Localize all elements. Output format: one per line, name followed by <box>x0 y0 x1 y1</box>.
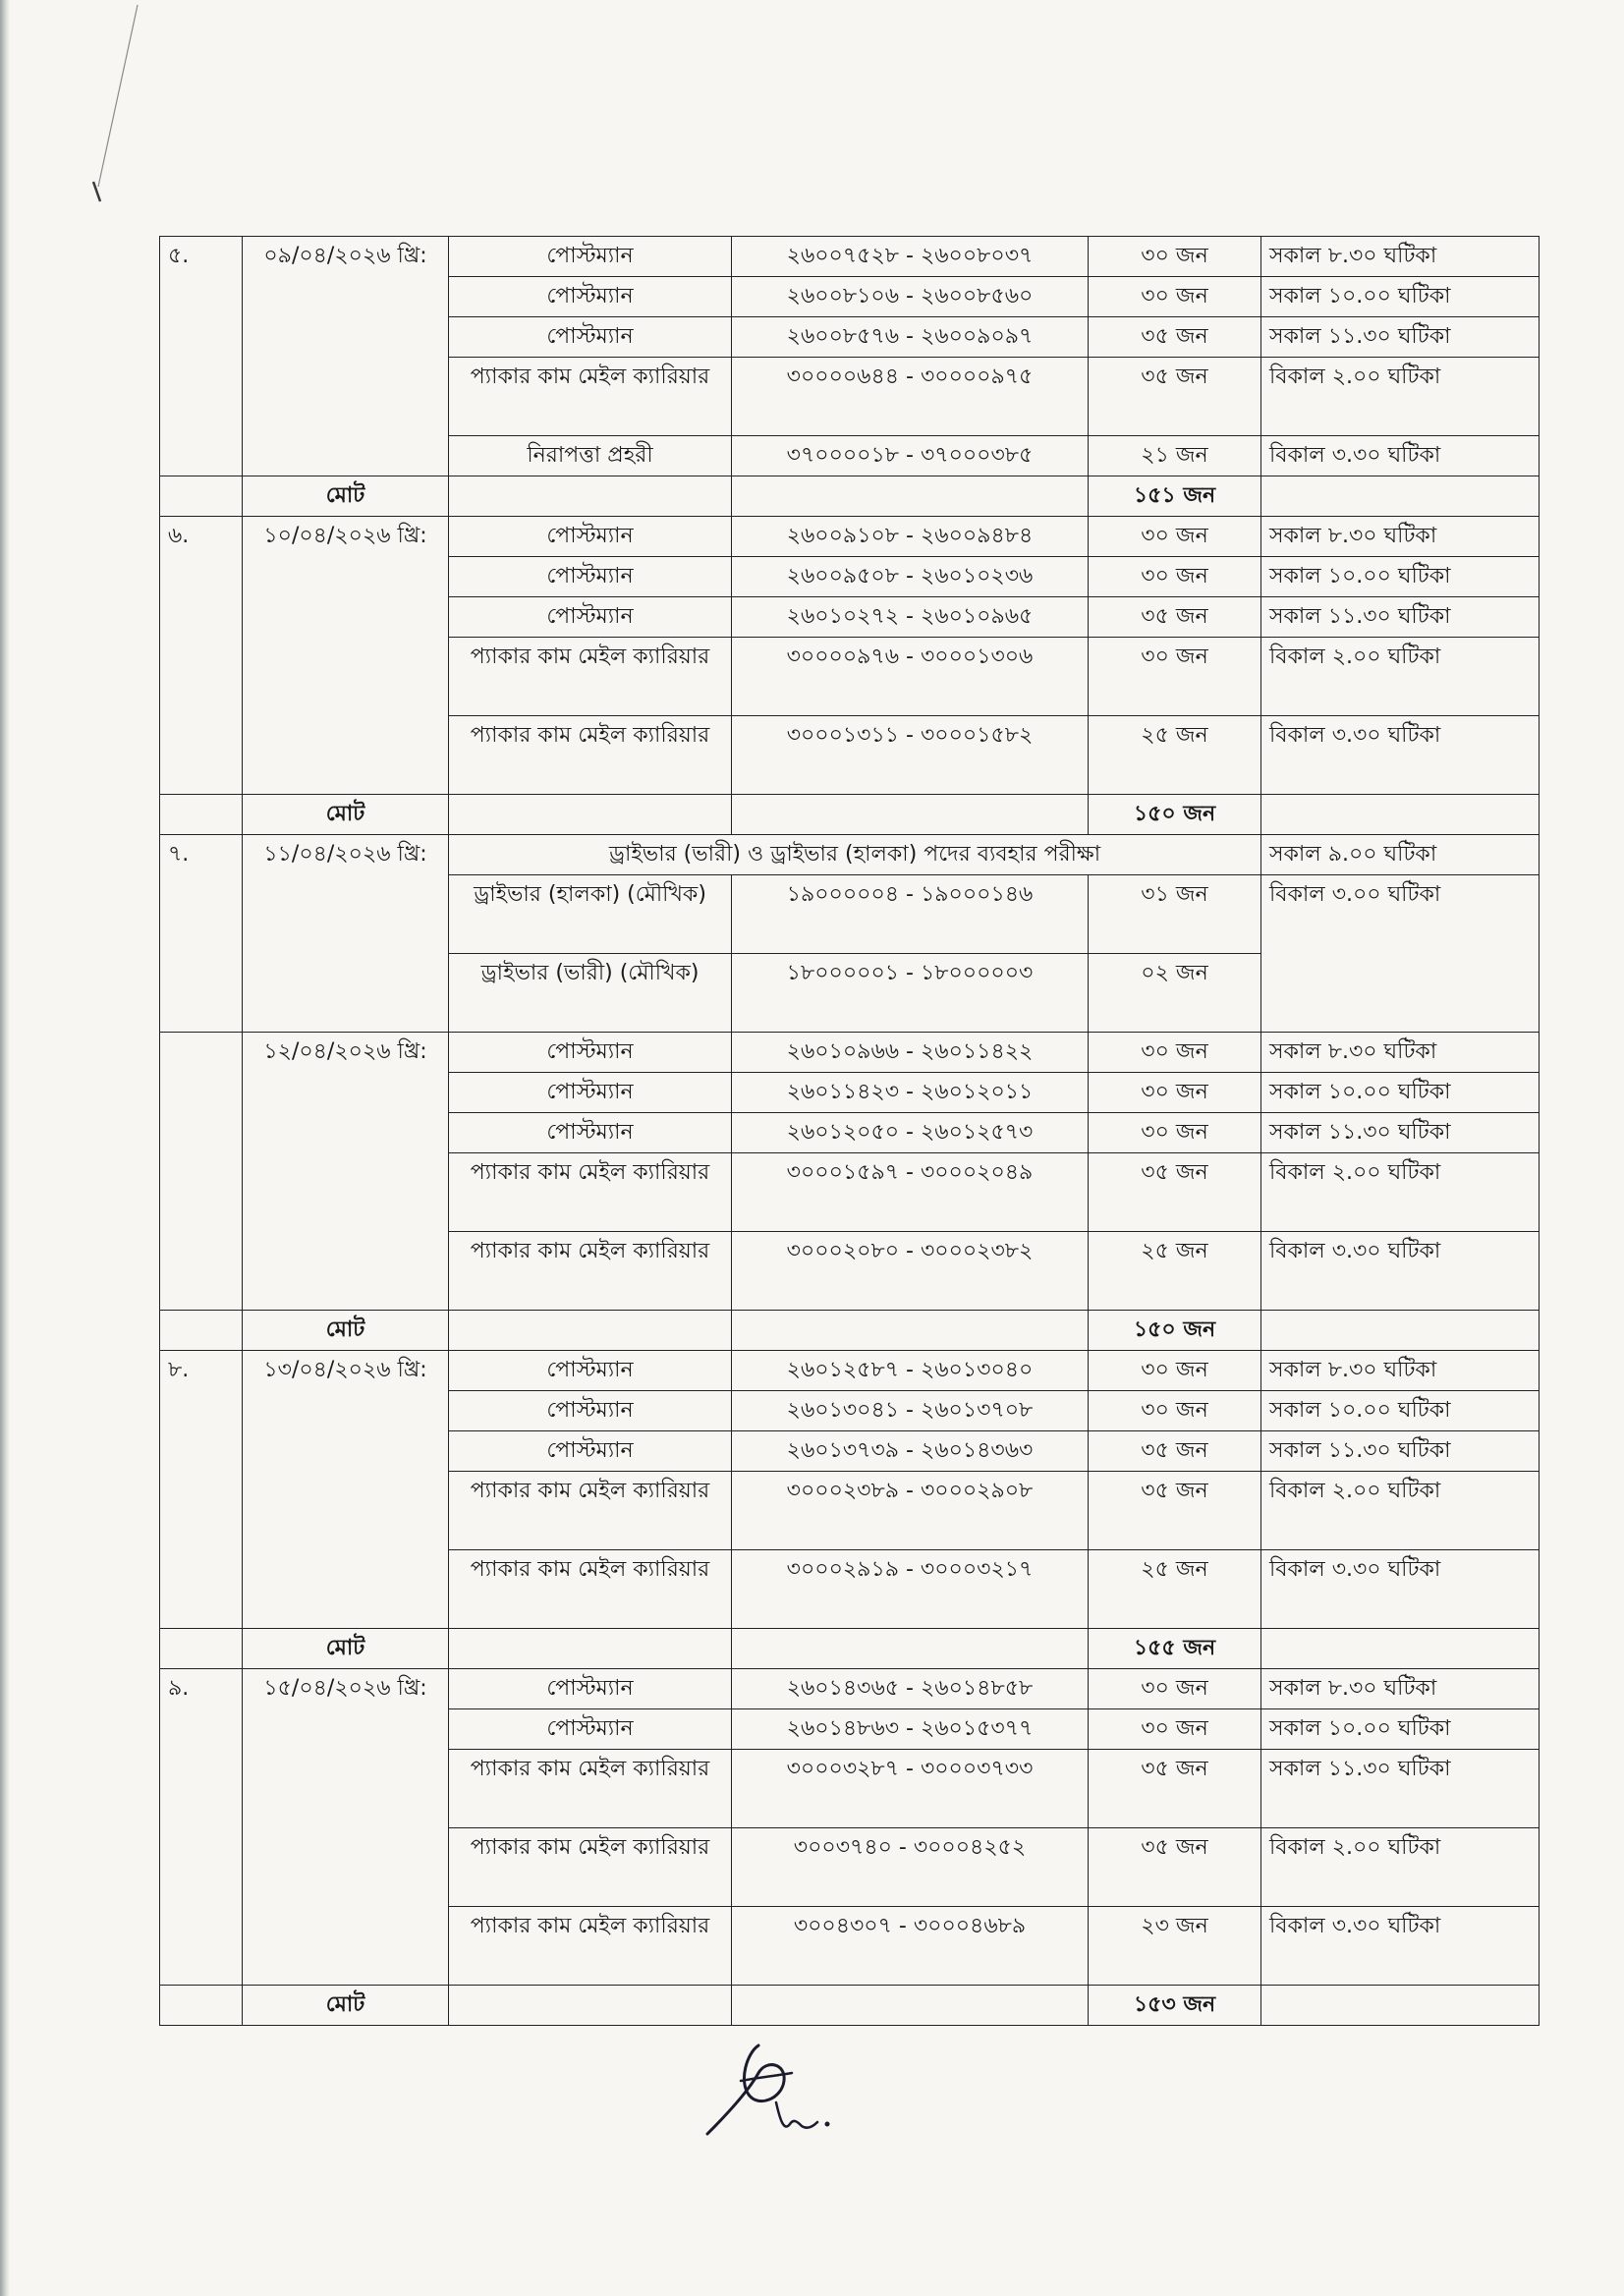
exam-time: বিকাল ২.০০ ঘটিকা <box>1261 358 1540 436</box>
post-name: পোস্টম্যান <box>449 557 732 597</box>
candidate-count: ২৫ জন <box>1089 1550 1261 1629</box>
exam-time: বিকাল ২.০০ ঘটিকা <box>1261 1153 1540 1232</box>
exam-time: সকাল ৮.৩০ ঘটিকা <box>1261 517 1540 557</box>
exam-time: বিকাল ৩.৩০ ঘটিকা <box>1261 716 1540 795</box>
total-empty <box>449 1311 732 1351</box>
post-name: পোস্টম্যান <box>449 597 732 638</box>
total-serial-empty <box>160 1311 243 1351</box>
total-count: ১৫১ জন <box>1089 476 1261 517</box>
roll-range: ২৬০১২০৫০ - ২৬০১২৫৭৩ <box>732 1113 1089 1153</box>
roll-range: ২৬০১২৫৮৭ - ২৬০১৩০৪০ <box>732 1351 1089 1391</box>
post-name: প্যাকার কাম মেইল ক্যারিয়ার <box>449 1232 732 1311</box>
total-row <box>160 1629 1540 1669</box>
exam-time: সকাল ১১.৩০ ঘটিকা <box>1261 597 1540 638</box>
roll-range: ৩০০৩৭৪০ - ৩০০০৪২৫২ <box>732 1828 1089 1907</box>
roll-range: ২৬০১৩৭৩৯ - ২৬০১৪৩৬৩ <box>732 1431 1089 1472</box>
candidate-count: ৩৫ জন <box>1089 317 1261 358</box>
roll-range: ৩০০০১৩১১ - ৩০০০১৫৮২ <box>732 716 1089 795</box>
total-label: মোট <box>243 795 449 835</box>
exam-time: সকাল ৮.৩০ ঘটিকা <box>1261 237 1540 277</box>
serial-number: ৭. <box>160 835 243 1033</box>
total-empty <box>1261 795 1540 835</box>
exam-time: বিকাল ৩.৩০ ঘটিকা <box>1261 436 1540 476</box>
exam-time: সকাল ১১.৩০ ঘটিকা <box>1261 1113 1540 1153</box>
exam-date: ১৫/০৪/২০২৬ খ্রি: <box>243 1669 449 1986</box>
total-empty <box>732 1986 1089 2026</box>
total-empty <box>449 1986 732 2026</box>
total-label: মোট <box>243 1629 449 1669</box>
total-count: ১৫৩ জন <box>1089 1986 1261 2026</box>
candidate-count: ৩০ জন <box>1089 517 1261 557</box>
exam-date: ০৯/০৪/২০২৬ খ্রি: <box>243 237 449 476</box>
roll-range: ৩০০০১৫৯৭ - ৩০০০২০৪৯ <box>732 1153 1089 1232</box>
exam-schedule-table <box>159 236 1540 2026</box>
exam-time: সকাল ১০.০০ ঘটিকা <box>1261 277 1540 317</box>
total-empty <box>732 476 1089 517</box>
exam-time: বিকাল ৩.৩০ ঘটিকা <box>1261 1232 1540 1311</box>
exam-time: বিকাল ৩.০০ ঘটিকা <box>1261 875 1540 1033</box>
roll-range: ২৬০১১৪২৩ - ২৬০১২০১১ <box>732 1073 1089 1113</box>
exam-time: সকাল ১০.০০ ঘটিকা <box>1261 557 1540 597</box>
serial-number: ৫. <box>160 237 243 476</box>
total-empty <box>1261 476 1540 517</box>
schedule-body <box>160 237 1540 2026</box>
exam-time: বিকাল ৩.৩০ ঘটিকা <box>1261 1550 1540 1629</box>
candidate-count: ২১ জন <box>1089 436 1261 476</box>
exam-time: বিকাল ২.০০ ঘটিকা <box>1261 1472 1540 1550</box>
total-empty <box>732 1311 1089 1351</box>
exam-date: ১৩/০৪/২০২৬ খ্রি: <box>243 1351 449 1629</box>
total-row <box>160 795 1540 835</box>
exam-time: বিকাল ২.০০ ঘটিকা <box>1261 638 1540 716</box>
candidate-count: ৩০ জন <box>1089 1113 1261 1153</box>
candidate-count: ৩৫ জন <box>1089 597 1261 638</box>
roll-range: ২৬০১০৯৬৬ - ২৬০১১৪২২ <box>732 1033 1089 1073</box>
candidate-count: ৩৫ জন <box>1089 1153 1261 1232</box>
post-name: প্যাকার কাম মেইল ক্যারিয়ার <box>449 1472 732 1550</box>
schedule-row <box>160 1669 1540 1709</box>
candidate-count: ২৫ জন <box>1089 716 1261 795</box>
post-name: পোস্টম্যান <box>449 1391 732 1431</box>
post-name: পোস্টম্যান <box>449 277 732 317</box>
post-name: প্যাকার কাম মেইল ক্যারিয়ার <box>449 638 732 716</box>
candidate-count: ৩০ জন <box>1089 1709 1261 1750</box>
post-name: ড্রাইভার (হালকা) (মৌখিক) <box>449 875 732 954</box>
roll-range: ৩০০০২০৮০ - ৩০০০২৩৮২ <box>732 1232 1089 1311</box>
exam-time: সকাল ১০.০০ ঘটিকা <box>1261 1073 1540 1113</box>
total-count: ১৫০ জন <box>1089 795 1261 835</box>
total-serial-empty <box>160 1629 243 1669</box>
candidate-count: ৩১ জন <box>1089 875 1261 954</box>
schedule-row <box>160 835 1540 875</box>
schedule-row <box>160 1351 1540 1391</box>
post-name: পোস্টম্যান <box>449 1431 732 1472</box>
total-count: ১৫০ জন <box>1089 1311 1261 1351</box>
candidate-count: ৩০ জন <box>1089 277 1261 317</box>
post-name: পোস্টম্যান <box>449 517 732 557</box>
post-name: পোস্টম্যান <box>449 1709 732 1750</box>
candidate-count: ০২ জন <box>1089 954 1261 1033</box>
total-label: মোট <box>243 1986 449 2026</box>
roll-range: ২৬০১০২৭২ - ২৬০১০৯৬৫ <box>732 597 1089 638</box>
exam-time: সকাল ১১.৩০ ঘটিকা <box>1261 1750 1540 1828</box>
candidate-count: ২৫ জন <box>1089 1232 1261 1311</box>
roll-range: ২৬০০৮৫৭৬ - ২৬০০৯০৯৭ <box>732 317 1089 358</box>
exam-date: ১১/০৪/২০২৬ খ্রি: <box>243 835 449 1033</box>
candidate-count: ৩০ জন <box>1089 638 1261 716</box>
roll-range: ২৬০১৪৩৬৫ - ২৬০১৪৮৫৮ <box>732 1669 1089 1709</box>
roll-range: ৩৭০০০০১৮ - ৩৭০০০৩৮৫ <box>732 436 1089 476</box>
post-name: পোস্টম্যান <box>449 1073 732 1113</box>
candidate-count: ৩০ জন <box>1089 557 1261 597</box>
total-row <box>160 476 1540 517</box>
post-name: প্যাকার কাম মেইল ক্যারিয়ার <box>449 1153 732 1232</box>
post-name: ড্রাইভার (ভারী) (মৌখিক) <box>449 954 732 1033</box>
candidate-count: ৩০ জন <box>1089 1351 1261 1391</box>
post-name: পোস্টম্যান <box>449 1351 732 1391</box>
serial-number: ৬. <box>160 517 243 795</box>
total-serial-empty <box>160 476 243 517</box>
candidate-count: ৩৫ জন <box>1089 358 1261 436</box>
exam-time: সকাল ৮.৩০ ঘটিকা <box>1261 1351 1540 1391</box>
roll-range: ৩০০০৩২৮৭ - ৩০০০৩৭৩৩ <box>732 1750 1089 1828</box>
exam-time: সকাল ৮.৩০ ঘটিকা <box>1261 1033 1540 1073</box>
post-name: প্যাকার কাম মেইল ক্যারিয়ার <box>449 1750 732 1828</box>
roll-range: ২৬০০৯১০৮ - ২৬০০৯৪৮৪ <box>732 517 1089 557</box>
candidate-count: ৩৫ জন <box>1089 1828 1261 1907</box>
exam-time: সকাল ১০.০০ ঘটিকা <box>1261 1391 1540 1431</box>
exam-time: সকাল ১১.৩০ ঘটিকা <box>1261 1431 1540 1472</box>
candidate-count: ৩৫ জন <box>1089 1431 1261 1472</box>
candidate-count: ৩০ জন <box>1089 1669 1261 1709</box>
total-empty <box>449 476 732 517</box>
post-name: পোস্টম্যান <box>449 1113 732 1153</box>
post-name: পোস্টম্যান <box>449 237 732 277</box>
total-empty <box>732 1629 1089 1669</box>
serial-number: ৮. <box>160 1351 243 1629</box>
roll-range: ৩০০০০৯৭৬ - ৩০০০১৩০৬ <box>732 638 1089 716</box>
total-empty <box>449 1629 732 1669</box>
roll-range: ৩০০৪৩০৭ - ৩০০০৪৬৮৯ <box>732 1907 1089 1986</box>
total-label: মোট <box>243 476 449 517</box>
candidate-count: ৩৫ জন <box>1089 1750 1261 1828</box>
exam-time: বিকাল ৩.৩০ ঘটিকা <box>1261 1907 1540 1986</box>
total-label: মোট <box>243 1311 449 1351</box>
practical-test-title: ড্রাইভার (ভারী) ও ড্রাইভার (হালকা) পদের ব্যবহার পরীক্ষা <box>449 835 1261 875</box>
exam-time: সকাল ৯.০০ ঘটিকা <box>1261 835 1540 875</box>
post-name: প্যাকার কাম মেইল ক্যারিয়ার <box>449 1550 732 1629</box>
post-name: পোস্টম্যান <box>449 317 732 358</box>
post-name: প্যাকার কাম মেইল ক্যারিয়ার <box>449 1828 732 1907</box>
candidate-count: ৩৫ জন <box>1089 1472 1261 1550</box>
roll-range: ২৬০০৯৫০৮ - ২৬০১০২৩৬ <box>732 557 1089 597</box>
roll-range: ৩০০০২৩৮৯ - ৩০০০২৯০৮ <box>732 1472 1089 1550</box>
roll-range: ২৬০০৮১০৬ - ২৬০০৮৫৬০ <box>732 277 1089 317</box>
schedule-row <box>160 517 1540 557</box>
roll-range: ৩০০০০৬৪৪ - ৩০০০০৯৭৫ <box>732 358 1089 436</box>
post-name: পোস্টম্যান <box>449 1033 732 1073</box>
roll-range: ২৬০০৭৫২৮ - ২৬০০৮০৩৭ <box>732 237 1089 277</box>
total-row <box>160 1986 1540 2026</box>
roll-range: ১৮০০০০০১ - ১৮০০০০০৩ <box>732 954 1089 1033</box>
post-name: নিরাপত্তা প্রহরী <box>449 436 732 476</box>
signature <box>688 2024 855 2152</box>
post-name: প্যাকার কাম মেইল ক্যারিয়ার <box>449 1907 732 1986</box>
pen-stroke-mark <box>39 0 147 236</box>
serial-number-empty <box>160 1033 243 1311</box>
total-count: ১৫৫ জন <box>1089 1629 1261 1669</box>
candidate-count: ৩০ জন <box>1089 1033 1261 1073</box>
candidate-count: ৩০ জন <box>1089 1391 1261 1431</box>
exam-time: সকাল ১০.০০ ঘটিকা <box>1261 1709 1540 1750</box>
serial-number: ৯. <box>160 1669 243 1986</box>
candidate-count: ৩০ জন <box>1089 237 1261 277</box>
post-name: প্যাকার কাম মেইল ক্যারিয়ার <box>449 358 732 436</box>
candidate-count: ৩০ জন <box>1089 1073 1261 1113</box>
total-serial-empty <box>160 795 243 835</box>
schedule-row <box>160 1033 1540 1073</box>
total-empty <box>1261 1311 1540 1351</box>
total-empty <box>1261 1986 1540 2026</box>
exam-time: বিকাল ২.০০ ঘটিকা <box>1261 1828 1540 1907</box>
page-edge-shadow <box>0 0 10 2296</box>
exam-date: ১২/০৪/২০২৬ খ্রি: <box>243 1033 449 1311</box>
total-empty <box>449 795 732 835</box>
candidate-count: ২৩ জন <box>1089 1907 1261 1986</box>
total-empty <box>1261 1629 1540 1669</box>
post-name: পোস্টম্যান <box>449 1669 732 1709</box>
roll-range: ২৬০১৪৮৬৩ - ২৬০১৫৩৭৭ <box>732 1709 1089 1750</box>
roll-range: ২৬০১৩০৪১ - ২৬০১৩৭০৮ <box>732 1391 1089 1431</box>
total-empty <box>732 795 1089 835</box>
roll-range: ১৯০০০০০৪ - ১৯০০০১৪৬ <box>732 875 1089 954</box>
schedule-row <box>160 237 1540 277</box>
exam-time: সকাল ৮.৩০ ঘটিকা <box>1261 1669 1540 1709</box>
roll-range: ৩০০০২৯১৯ - ৩০০০৩২১৭ <box>732 1550 1089 1629</box>
post-name: প্যাকার কাম মেইল ক্যারিয়ার <box>449 716 732 795</box>
total-row <box>160 1311 1540 1351</box>
exam-date: ১০/০৪/২০২৬ খ্রি: <box>243 517 449 795</box>
total-serial-empty <box>160 1986 243 2026</box>
exam-time: সকাল ১১.৩০ ঘটিকা <box>1261 317 1540 358</box>
